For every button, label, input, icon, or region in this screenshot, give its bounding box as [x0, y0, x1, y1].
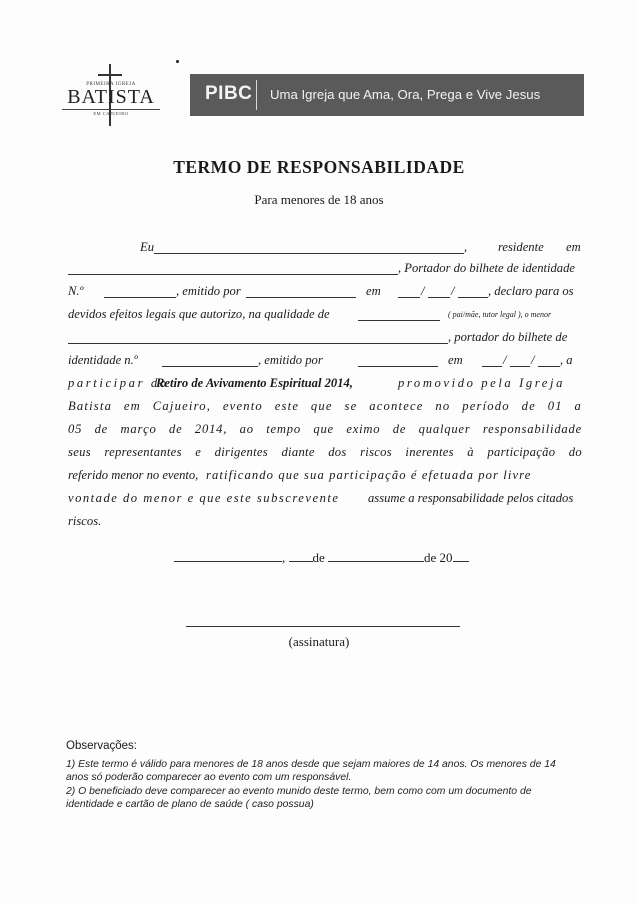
- body-text: , portador do bilhete de: [448, 330, 568, 344]
- minor-issuer-field[interactable]: [358, 353, 438, 367]
- church-logo: [52, 64, 170, 128]
- body-text: devidos efeitos legais que autorizo, na qualidade de: [68, 307, 330, 321]
- body-text: , a: [560, 353, 573, 367]
- body-text: N.º: [68, 284, 84, 298]
- observation-item: 1) Este termo é válido para menores de 18 anos desde que sejam maiores de 14 anos. Os menores de 14 anos só poderão comparecer ao evento com um responsável.: [66, 759, 556, 784]
- logo-small-bottom: EM CAJUEIRO: [93, 111, 129, 116]
- banner-slogan: Uma Igreja que Ama, Ora, Prega e Vive Jesus: [270, 87, 541, 102]
- city-field[interactable]: [174, 548, 282, 562]
- relationship-field[interactable]: [358, 307, 440, 321]
- body-line: seus representantes e dirigentes diante dos riscos inerentes à participação do: [68, 445, 582, 459]
- body-text: identidade n.º: [68, 353, 138, 367]
- date-month-field[interactable]: [428, 284, 450, 298]
- body-text: , emitido por: [176, 284, 241, 298]
- banner-abbr: PIBC: [205, 83, 253, 104]
- year-field[interactable]: [453, 548, 469, 562]
- observation-item: 2) O beneficiado deve comparecer ao evento munido deste termo, bem como com um documento de identidade e cartão de plano de saúde ( caso possua): [66, 786, 532, 811]
- month-field[interactable]: [328, 548, 424, 562]
- body-text: , Portador do bilhete de identidade: [398, 261, 575, 275]
- id-number-field[interactable]: [104, 284, 176, 298]
- day-field[interactable]: [289, 548, 313, 562]
- body-text: Eu: [140, 240, 154, 254]
- banner-separator: [256, 80, 257, 110]
- body-text: promovido pela Igreja: [398, 376, 565, 390]
- body-text: , emitido por: [258, 353, 323, 367]
- body-text: ratificando que sua participação é efetuada por livre: [206, 468, 532, 482]
- body-line: Batista em Cajueiro, evento este que se acontece no período de 01 a: [68, 399, 582, 413]
- minor-id-field[interactable]: [162, 353, 258, 367]
- date-line: , de de 20: [174, 548, 469, 566]
- document-subtitle: Para menores de 18 anos: [254, 192, 384, 207]
- body-text: residente: [498, 240, 544, 254]
- body-text: referido menor no evento,: [68, 468, 199, 482]
- address-field[interactable]: [68, 261, 398, 275]
- name-field[interactable]: [154, 240, 464, 254]
- body-line: [68, 261, 582, 279]
- body-line: riscos.: [68, 514, 102, 528]
- minor-date-day-field[interactable]: [482, 353, 502, 367]
- body-line: [68, 376, 582, 394]
- document-title: TERMO DE RESPONSABILIDADE: [173, 157, 465, 177]
- logo-rule: [62, 109, 160, 110]
- body-line: [68, 330, 582, 348]
- body-line: [68, 491, 582, 509]
- date-year-field[interactable]: [458, 284, 488, 298]
- logo-main-text: BATISTA: [67, 86, 155, 108]
- body-line: Eu , residente em: [140, 240, 581, 254]
- body-text: em: [566, 240, 581, 254]
- body-line: [68, 307, 582, 325]
- issuer-field[interactable]: [246, 284, 356, 298]
- header-banner: [190, 74, 584, 116]
- minor-date-year-field[interactable]: [538, 353, 560, 367]
- minor-name-field[interactable]: [68, 330, 448, 344]
- cross-icon-bar: [98, 74, 122, 76]
- signature-label: (assinatura): [288, 634, 350, 649]
- body-text-small: ( pai/mãe, tutor legal ), o menor: [448, 310, 552, 319]
- body-text: em: [366, 284, 381, 298]
- body-line: [68, 468, 582, 486]
- body-line: 05 de março de 2014, ao tempo que eximo de qualquer responsabilidade: [68, 422, 582, 436]
- event-name: Retiro de Avivamento Espiritual 2014,: [156, 376, 353, 390]
- body-line: N.º , emitido por em / / , declaro para os: [68, 284, 574, 298]
- body-text: participar do: [68, 376, 169, 390]
- signature-line[interactable]: [186, 626, 460, 627]
- body-line: identidade n.º , emitido por em / / , a: [68, 353, 573, 367]
- minor-date-month-field[interactable]: [510, 353, 530, 367]
- logo-small-top: PRIMEIRA IGREJA: [86, 82, 136, 87]
- date-day-field[interactable]: [398, 284, 420, 298]
- body-text: assume a responsabilidade pelos citados: [368, 491, 574, 505]
- stray-dot: [176, 60, 179, 63]
- observations-title: Observações:: [66, 740, 137, 752]
- body-text: , declaro para os: [488, 284, 574, 298]
- body-text: vontade do menor e que este subscrevente: [68, 491, 340, 505]
- body-text: em: [448, 353, 463, 367]
